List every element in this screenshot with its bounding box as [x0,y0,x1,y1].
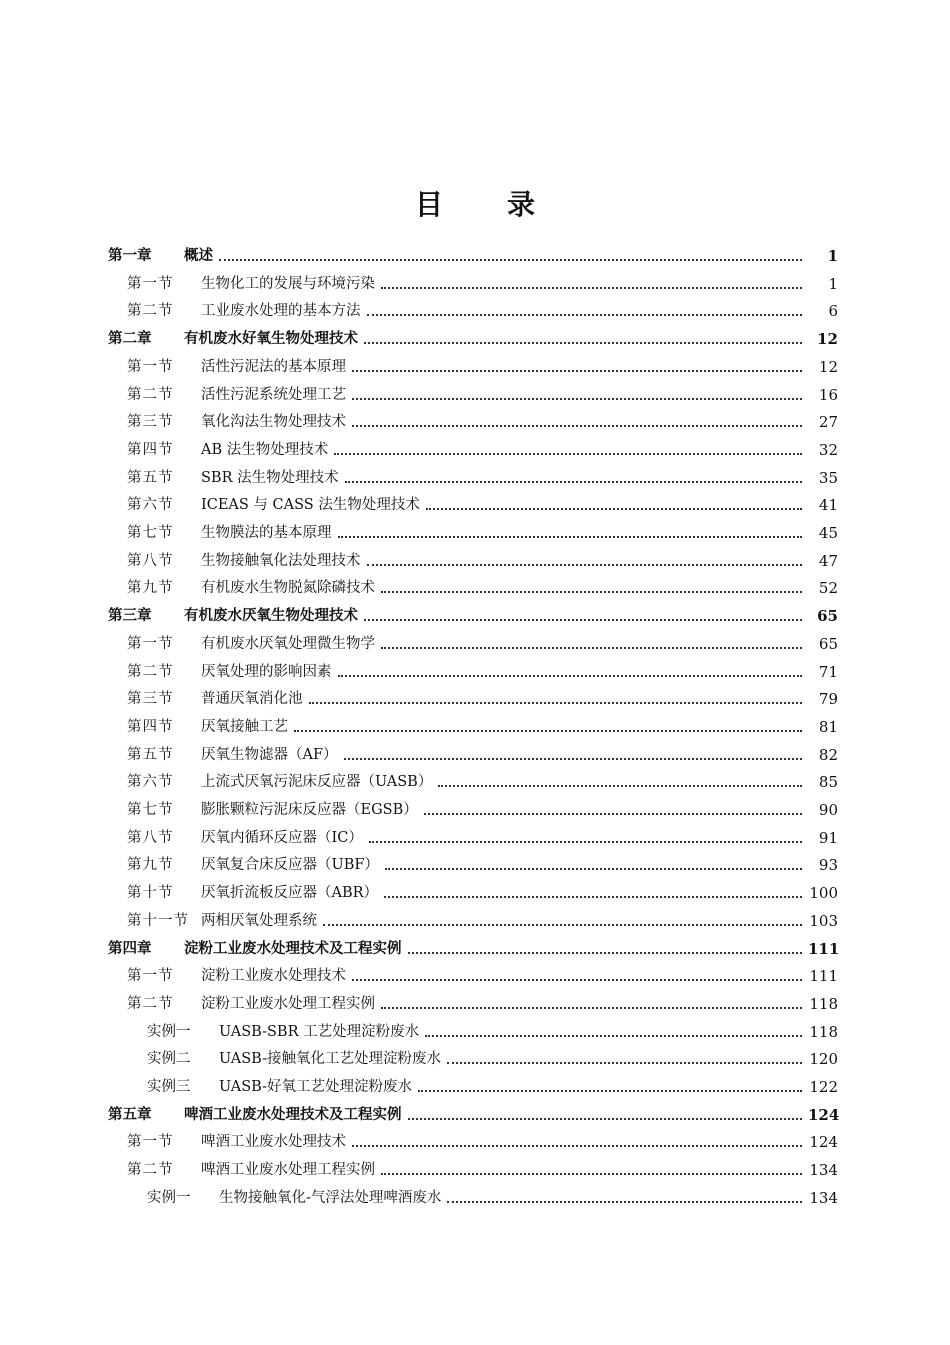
dot-leader [381,277,802,289]
toc-entry-page-number: 120 [809,1050,838,1069]
toc-entry-number: 第一节 [127,275,174,292]
toc-entry-title: 厌氧生物滤器（AF） [201,746,338,763]
toc-entry-page-number: 93 [818,856,838,875]
toc-entry-section[interactable] [127,769,838,791]
toc-entry-page-number: 111 [809,967,838,986]
toc-entry-title: 氧化沟法生物处理技术 [201,414,346,431]
dot-leader [381,581,802,593]
toc-entry-title: 生物化工的发展与环境污染 [201,275,375,292]
dot-leader [323,914,802,926]
toc-entry-page-number: 81 [818,717,838,736]
toc-entry-section[interactable] [127,271,838,293]
toc-entry-page-number: 12 [817,330,838,349]
toc-entry-number: 实例三 [147,1079,191,1095]
toc-entry-number: 第一节 [127,358,174,375]
toc-entry-page-number: 91 [818,828,838,847]
toc-entry-page-number: 118 [809,1022,838,1041]
toc-entry-section[interactable] [127,492,838,514]
toc-entry-example[interactable] [147,1185,838,1207]
toc-entry-number: 第八节 [127,829,174,846]
toc-entry-page-number: 118 [809,994,838,1013]
toc-entry-section[interactable] [127,852,838,874]
toc-entry-title: UASB-接触氧化工艺处理淀粉废水 [219,1051,442,1068]
toc-entry-title: 活性污泥法的基本原理 [201,358,346,375]
toc-entry-title: 生物接触氧化-气浮法处理啤酒废水 [219,1189,442,1206]
dot-leader [352,1135,802,1147]
toc-entry-title: 厌氧内循环反应器（IC） [201,829,363,846]
toc-entry-section[interactable] [127,963,838,985]
toc-entry-title: 厌氧复合床反应器（UBF） [201,857,379,874]
page-title-char-1: 目 [414,188,443,221]
toc-entry-number: 第三章 [108,607,152,625]
toc-entry-title: ICEAS 与 CASS 法生物处理技术 [201,497,420,514]
toc-entry-page-number: 32 [818,440,838,459]
toc-entry-page-number: 1 [827,247,838,265]
dot-leader [408,942,803,954]
toc-entry-title: 啤酒工业废水处理技术 [201,1134,346,1151]
toc-entry-number: 第八节 [127,552,174,569]
dot-leader [352,969,802,981]
toc-entry-section[interactable] [127,409,838,431]
toc-entry-page-number: 134 [809,1161,838,1180]
toc-entry-section[interactable] [127,354,838,376]
toc-entry-section[interactable] [127,991,838,1013]
dot-leader [369,831,802,843]
toc-entry-title: 有机废水厌氧生物处理技术 [184,607,358,625]
toc-entry-number: 第十节 [127,885,174,902]
toc-entry-number: 第十一节 [127,912,189,929]
toc-entry-title: 膨胀颗粒污泥床反应器（EGSB） [201,802,418,818]
toc-entry-number: 第二节 [127,663,174,680]
toc-entry-chapter[interactable] [108,936,838,958]
toc-entry-title: 工业废水处理的基本方法 [201,303,361,320]
dot-leader [381,1163,802,1175]
toc-entry-number: 第七节 [127,525,174,541]
toc-entry-title: UASB-SBR 工艺处理淀粉废水 [219,1023,420,1040]
toc-entry-section[interactable] [127,520,838,542]
toc-entry-title: 两相厌氧处理系统 [201,912,317,929]
dot-leader [408,1108,803,1120]
dot-leader [309,692,803,704]
dot-leader [418,1080,802,1092]
dot-leader [352,388,802,400]
toc-entry-page-number: 124 [809,1133,838,1152]
toc-entry-title: 淀粉工业废水处理技术 [201,968,346,985]
toc-entry-number: 第三节 [127,414,174,431]
toc-entry-section[interactable] [127,465,838,487]
toc-entry-example[interactable] [147,1046,838,1068]
toc-entry-number: 实例一 [147,1023,191,1040]
toc-entry-title: 厌氧处理的影响因素 [201,663,332,680]
toc-entry-title: 有机废水生物脱氮除磷技术 [201,580,375,597]
toc-entry-number: 第一节 [127,968,174,985]
toc-entry-page-number: 111 [808,939,840,958]
toc-entry-section[interactable] [127,825,838,847]
toc-entry-number: 第四节 [127,718,174,735]
toc-entry-chapter[interactable] [108,243,838,265]
toc-entry-title: 淀粉工业废水处理工程实例 [201,995,375,1012]
toc-entry-number: 第二节 [127,1162,174,1179]
toc-entry-title: 活性污泥系统处理工艺 [201,386,346,403]
toc-entry-page-number: 79 [818,690,838,709]
dot-leader [294,720,802,732]
toc-entry-number: 实例一 [147,1189,191,1206]
toc-entry-number: 第五节 [127,746,174,763]
toc-entry-number: 第六节 [127,497,174,514]
toc-entry-page-number: 6 [828,302,838,321]
toc-entry-title: 概述 [184,247,213,264]
toc-entry-page-number: 85 [818,773,838,792]
toc-entry-page-number: 52 [818,579,838,598]
toc-entry-chapter[interactable] [108,326,838,348]
dot-leader [367,554,803,566]
toc-entry-section[interactable] [127,797,838,819]
toc-entry-number: 第二节 [127,386,174,403]
toc-entry-number: 第三节 [127,691,174,708]
toc-entry-section[interactable] [127,714,838,736]
toc-entry-page-number: 1 [828,274,838,293]
toc-entry-section[interactable] [127,659,838,681]
page-title-char-2: 录 [507,188,536,221]
toc-entry-page-number: 27 [818,413,838,432]
toc-entry-number: 第九节 [127,580,174,597]
toc-entry-title: 有机废水好氧生物处理技术 [184,330,358,348]
toc-entry-number: 第五章 [108,1105,152,1123]
dot-leader [424,803,802,815]
toc-entry-title: AB 法生物处理技术 [201,441,329,458]
dot-leader [352,415,802,427]
dot-leader [364,332,802,344]
toc-entry-page-number: 35 [818,468,838,487]
toc-entry-number: 第一节 [127,1134,174,1151]
toc-entry-page-number: 124 [808,1105,840,1124]
toc-entry-page-number: 65 [818,634,838,653]
toc-entry-page-number: 16 [818,385,838,404]
toc-entry-title: 啤酒工业废水处理工程实例 [201,1162,375,1179]
toc-entry-page-number: 41 [818,496,838,515]
toc-entry-number: 第九节 [127,857,174,874]
toc-entry-number: 第二节 [127,303,174,320]
toc-entry-title: 淀粉工业废水处理技术及工程实例 [184,939,402,957]
dot-leader [447,1052,802,1064]
dot-leader [338,665,803,677]
toc-entry-number: 实例二 [147,1051,191,1068]
toc-entry-title: 厌氧接触工艺 [201,718,288,735]
toc-entry-title: SBR 法生物处理技术 [201,469,339,486]
toc-entry-number: 第六节 [127,774,174,791]
dot-leader [425,1025,802,1037]
dot-leader [352,360,802,372]
dot-leader [345,471,802,483]
toc-entry-title: 厌氧折流板反应器（ABR） [201,885,379,902]
toc-entry-page-number: 45 [818,524,838,542]
toc-entry-example[interactable] [147,1074,838,1096]
dot-leader [367,304,803,316]
toc-entry-chapter[interactable] [108,1102,838,1124]
toc-entry-section[interactable] [127,686,838,708]
dot-leader [344,748,802,760]
toc-entry-page-number: 47 [818,551,838,570]
toc-entry-title: 上流式厌氧污泥床反应器（UASB） [201,774,433,791]
toc-entry-title: 生物膜法的基本原理 [201,525,332,541]
dot-leader [364,609,802,621]
toc-entry-section[interactable] [127,382,838,404]
toc-entry-section[interactable] [127,908,838,930]
dot-leader [381,637,802,649]
toc-entry-page-number: 122 [809,1078,838,1096]
dot-leader [447,1191,802,1203]
dot-leader [384,886,802,898]
toc-entry-number: 第五节 [127,469,174,486]
toc-entry-page-number: 134 [809,1188,838,1207]
toc-entry-section[interactable] [127,298,838,320]
toc-entry-number: 第二节 [127,995,174,1012]
toc-entry-title: 普通厌氧消化池 [201,691,303,708]
dot-leader [426,498,802,510]
toc-entry-title: 生物接触氧化法处理技术 [201,552,361,569]
toc-entry-number: 第一章 [108,247,152,264]
toc-entry-section[interactable] [127,742,838,764]
toc-entry-page-number: 82 [818,745,838,764]
toc-entry-section[interactable] [127,548,838,570]
toc-entry-example[interactable] [147,1019,838,1041]
toc-entry-section[interactable] [127,1129,838,1151]
toc-entry-page-number: 90 [818,801,838,819]
toc-entry-number: 第七节 [127,802,174,818]
toc-entry-number: 第一节 [127,635,174,652]
dot-leader [381,997,802,1009]
toc-entry-page-number: 100 [809,884,838,903]
dot-leader [438,775,802,787]
dot-leader [334,443,802,455]
toc-entry-page-number: 103 [809,911,838,930]
toc-entry-page-number: 65 [817,607,838,626]
toc-entry-number: 第二章 [108,330,152,348]
toc-entry-section[interactable] [127,631,838,653]
dot-leader [219,249,802,261]
toc-entry-title: 有机废水厌氧处理微生物学 [201,635,375,652]
toc-entry-number: 第四章 [108,939,152,957]
toc-entry-title: UASB-好氧工艺处理淀粉废水 [219,1079,413,1095]
toc-entry-section[interactable] [127,437,838,459]
toc-entry-page-number: 12 [818,357,838,376]
toc-entry-title: 啤酒工业废水处理技术及工程实例 [184,1105,402,1123]
toc-entry-section[interactable] [127,1157,838,1179]
toc-entry-section[interactable] [127,575,838,597]
dot-leader [385,858,802,870]
page-title [0,183,950,223]
dot-leader [338,526,803,538]
toc-entry-chapter[interactable] [108,603,838,625]
toc-entry-section[interactable] [127,880,838,902]
toc-entry-page-number: 71 [818,662,838,681]
toc-entry-number: 第四节 [127,441,174,458]
